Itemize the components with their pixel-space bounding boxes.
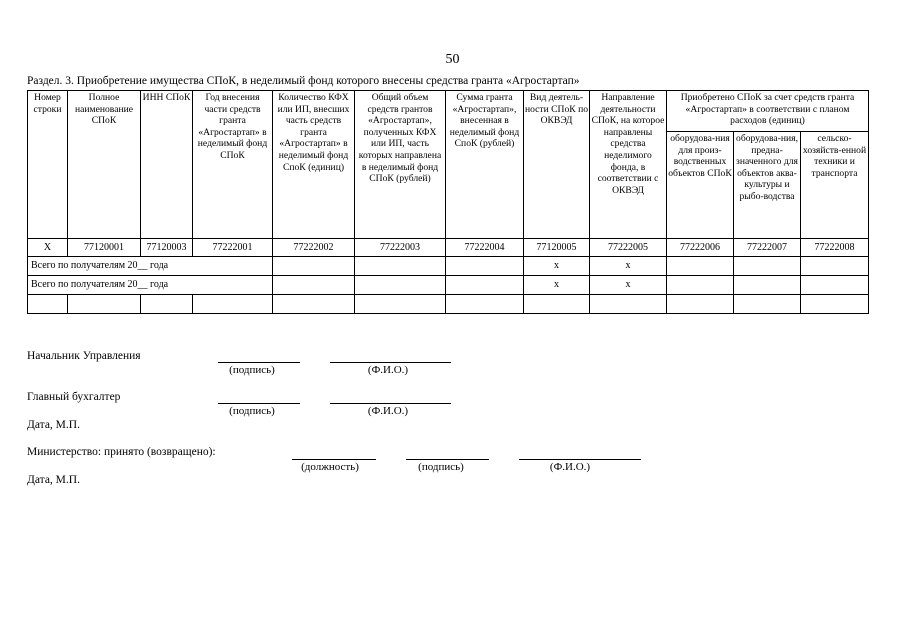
table-cell[interactable] bbox=[193, 295, 273, 314]
direction-mark: x bbox=[590, 276, 667, 295]
accountant-fio-caption: (Ф.И.О.) bbox=[367, 405, 409, 417]
code-cell: X bbox=[28, 239, 68, 257]
header-inn: ИНН СПоК bbox=[141, 91, 193, 239]
header-year: Год внесения части средств гранта «Агростартап» в неделимый фонд СПоК bbox=[193, 91, 273, 239]
head-title: Начальник Управления bbox=[27, 350, 141, 362]
table-cell[interactable] bbox=[734, 295, 801, 314]
code-cell: 77222007 bbox=[734, 239, 801, 257]
head-fio-caption: (Ф.И.О.) bbox=[367, 364, 409, 376]
ministry-signature-caption: (подпись) bbox=[418, 461, 464, 473]
table-cell[interactable] bbox=[28, 295, 68, 314]
code-row bbox=[28, 239, 869, 257]
ministry-signature-line[interactable] bbox=[406, 459, 489, 460]
code-cell: 77222008 bbox=[801, 239, 869, 257]
table-cell[interactable] bbox=[801, 276, 869, 295]
code-cell: 77222001 bbox=[193, 239, 273, 257]
header-equipment: оборудова-ния для произ-водственных объектов СПоК bbox=[667, 132, 734, 239]
header-row-number: Номер строки bbox=[28, 91, 68, 239]
blank-row bbox=[28, 295, 869, 314]
table-cell[interactable] bbox=[68, 295, 141, 314]
table-cell[interactable] bbox=[667, 295, 734, 314]
date-mp-1: Дата, М.П. bbox=[27, 419, 80, 431]
table-cell[interactable] bbox=[446, 295, 524, 314]
code-cell: 77222005 bbox=[590, 239, 667, 257]
accountant-signature-caption: (подпись) bbox=[229, 405, 275, 417]
header-direction: Направление деятельности СПоК, на которое направлены средства неделимого фонда, в соответствии с ОКВЭД bbox=[590, 91, 667, 239]
table-cell[interactable] bbox=[667, 276, 734, 295]
ministry-position-caption: (должность) bbox=[301, 461, 359, 473]
head-signature-line[interactable] bbox=[218, 362, 300, 363]
acquisition-table bbox=[27, 90, 869, 314]
accountant-title: Главный бухгалтер bbox=[27, 391, 121, 403]
head-signature-caption: (подпись) bbox=[229, 364, 275, 376]
table-cell[interactable] bbox=[524, 295, 590, 314]
table-cell[interactable] bbox=[446, 257, 524, 276]
code-cell: 77120001 bbox=[68, 239, 141, 257]
header-agri-machinery: сельско-хозяйств-енной техники и транспорта bbox=[801, 132, 869, 239]
accountant-signature-line[interactable] bbox=[218, 403, 300, 404]
accountant-fio-line[interactable] bbox=[330, 403, 451, 404]
header-row bbox=[28, 91, 869, 132]
table-cell[interactable] bbox=[801, 257, 869, 276]
header-count-kfh: Количество КФХ или ИП, внесших часть средств гранта «Агростартап» в неделимый фонд СпоК (единиц) bbox=[273, 91, 355, 239]
head-fio-line[interactable] bbox=[330, 362, 451, 363]
ministry-fio-caption: (Ф.И.О.) bbox=[549, 461, 591, 473]
total-label: Всего по получателям 20__ года bbox=[28, 257, 273, 276]
ministry-label: Министерство: принято (возвращено): bbox=[27, 446, 216, 458]
total-row bbox=[28, 257, 869, 276]
table-cell[interactable] bbox=[141, 295, 193, 314]
table-cell[interactable] bbox=[667, 257, 734, 276]
code-cell: 77120003 bbox=[141, 239, 193, 257]
code-cell: 77222003 bbox=[355, 239, 446, 257]
table-cell[interactable] bbox=[734, 257, 801, 276]
code-cell: 77222002 bbox=[273, 239, 355, 257]
activity-mark: x bbox=[524, 276, 590, 295]
header-aqua-equipment: оборудова-ния, предна-значенного для объектов аква-культуры и рыбо-водства bbox=[734, 132, 801, 239]
direction-mark: x bbox=[590, 257, 667, 276]
ministry-fio-line[interactable] bbox=[519, 459, 641, 460]
header-acquired-group: Приобретено СПоК за счет средств гранта «Агростартап» в соответствии с планом расходов (единиц) bbox=[667, 91, 869, 132]
code-cell: 77222006 bbox=[667, 239, 734, 257]
table-cell[interactable] bbox=[446, 276, 524, 295]
code-cell: 77120005 bbox=[524, 239, 590, 257]
activity-mark: x bbox=[524, 257, 590, 276]
table-cell[interactable] bbox=[355, 295, 446, 314]
table-cell[interactable] bbox=[801, 295, 869, 314]
header-activity: Вид деятель-ности СПоК по ОКВЭД bbox=[524, 91, 590, 239]
header-grant-sum: Сумма гранта «Агростартап», внесенная в неделимый фонд СпоК (рублей) bbox=[446, 91, 524, 239]
table-cell[interactable] bbox=[590, 295, 667, 314]
table-cell[interactable] bbox=[273, 295, 355, 314]
header-full-name: Полное наименование СПоК bbox=[68, 91, 141, 239]
page-number: 50 bbox=[445, 52, 460, 67]
total-row bbox=[28, 276, 869, 295]
table-cell[interactable] bbox=[734, 276, 801, 295]
code-cell: 77222004 bbox=[446, 239, 524, 257]
section-title: Раздел. 3. Приобретение имущества СПоК, в неделимый фонд которого внесены средства гранта «Агростартап» bbox=[27, 75, 580, 87]
date-mp-2: Дата, М.П. bbox=[27, 474, 80, 486]
header-total-grants: Общий объем средств грантов «Агростартап», полученных КФХ или ИП, часть которых направлена в неделимый фонд СПоК (рублей) bbox=[355, 91, 446, 239]
table-cell[interactable] bbox=[355, 276, 446, 295]
table-cell[interactable] bbox=[273, 257, 355, 276]
table-cell[interactable] bbox=[273, 276, 355, 295]
total-label: Всего по получателям 20__ года bbox=[28, 276, 273, 295]
ministry-position-line[interactable] bbox=[292, 459, 376, 460]
table-cell[interactable] bbox=[355, 257, 446, 276]
